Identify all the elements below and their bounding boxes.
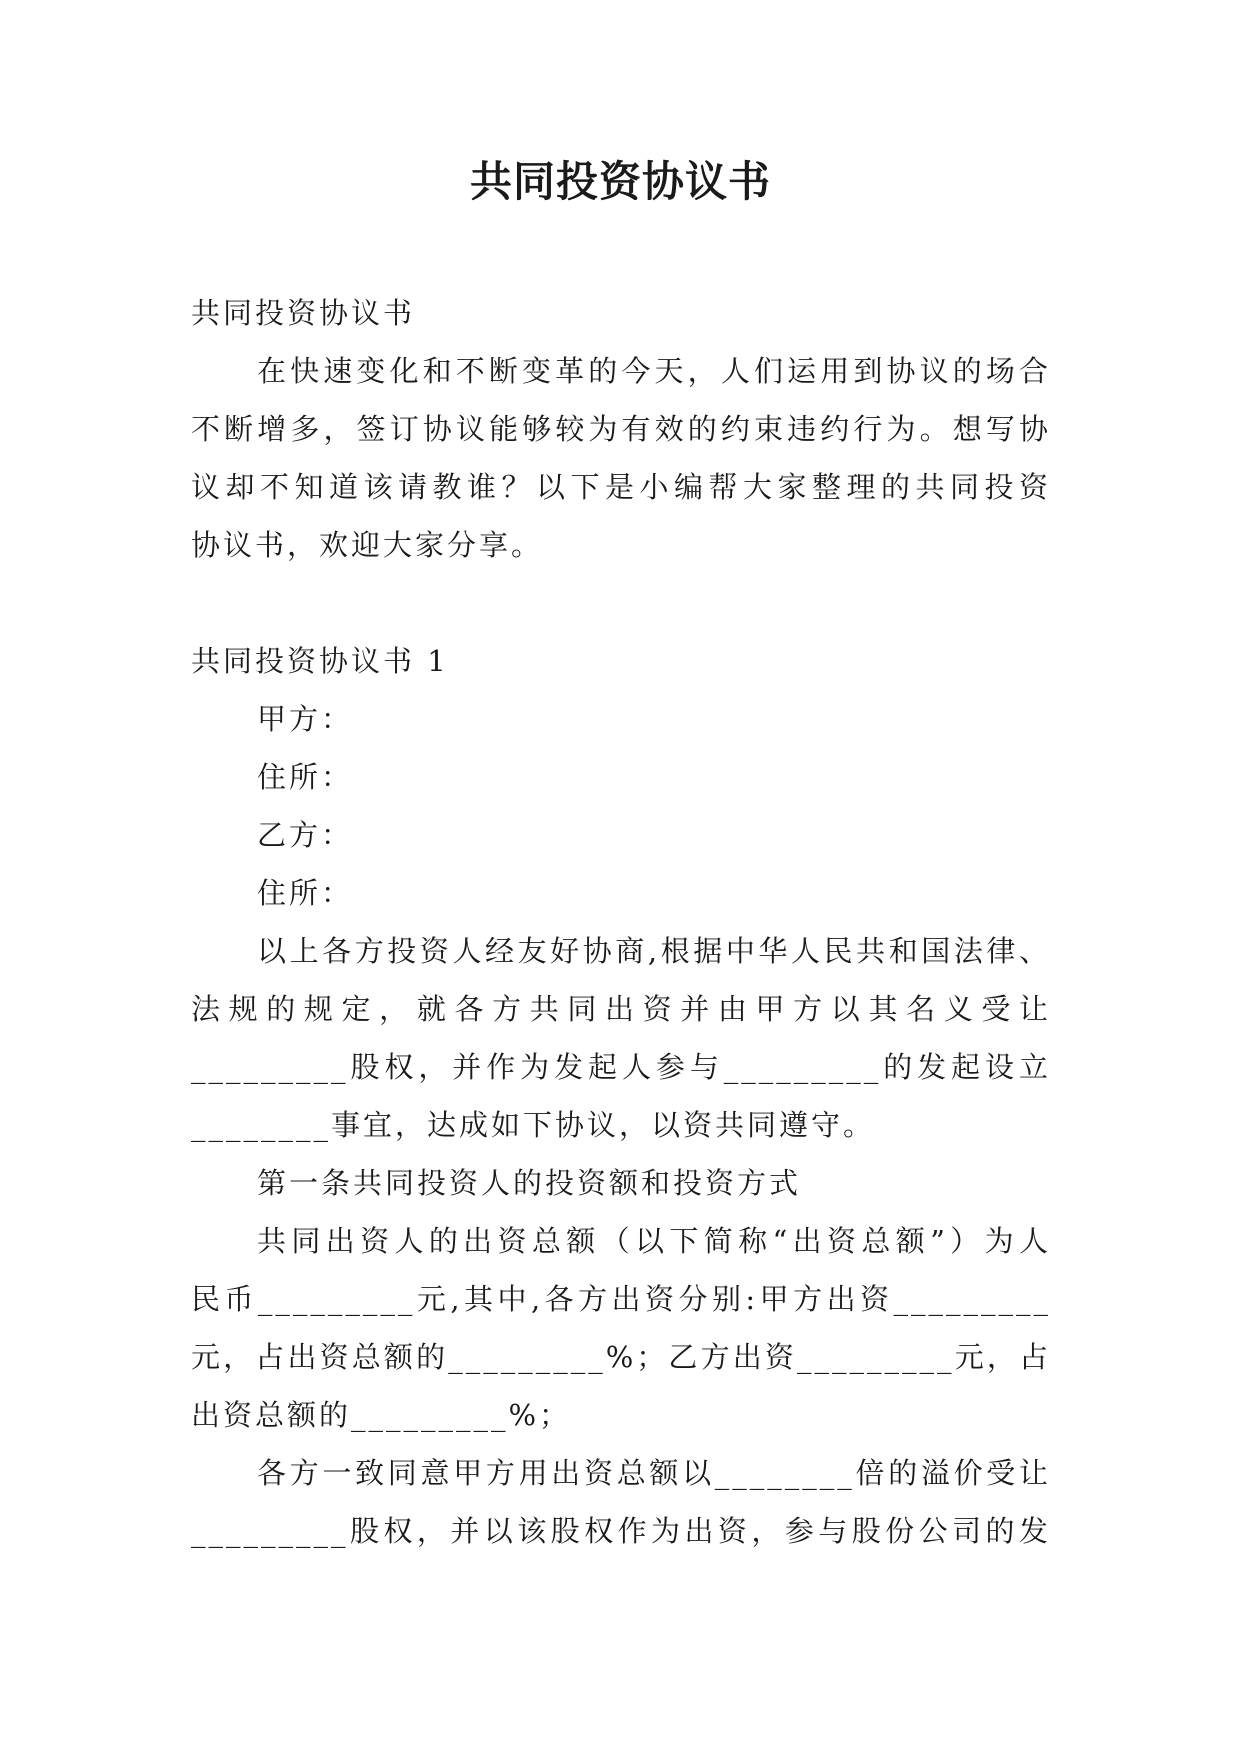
party-b-label: 乙方： — [257, 818, 354, 852]
paragraph-line: 元，占出资总额的_________%；乙方出资_________元，占 — [191, 1340, 1051, 1374]
paragraph-line: 议却不知道该请教谁？以下是小编帮大家整理的共同投资 — [191, 470, 1051, 504]
document-title: 共同投资协议书 — [469, 157, 771, 206]
section-heading: 共同投资协议书 1 — [191, 644, 449, 678]
document-body — [191, 284, 1051, 1560]
paragraph-line: 协议书，欢迎大家分享。 — [191, 528, 544, 562]
party-b-address-label: 住所： — [257, 876, 354, 910]
paragraph-line: 在快速变化和不断变革的今天，人们运用到协议的场合 — [257, 354, 1051, 388]
paragraph-line: 不断增多，签订协议能够较为有效的约束违约行为。想写协 — [191, 412, 1051, 446]
paragraph-line: 民币_________元,其中,各方出资分别:甲方出资_________ — [191, 1282, 1051, 1316]
paragraph-line: _________股权，并作为发起人参与_________的发起设立 — [191, 1050, 1051, 1084]
paragraph-line: 各方一致同意甲方用出资总额以________倍的溢价受让 — [257, 1456, 1051, 1490]
paragraph-line: 出资总额的_________%； — [191, 1398, 572, 1432]
section-heading: 共同投资协议书 — [191, 296, 416, 330]
party-a-address-label: 住所： — [257, 760, 354, 794]
paragraph-line: ________事宜，达成如下协议，以资共同遵守。 — [191, 1108, 876, 1142]
paragraph-line: 法规的规定，就各方共同出资并由甲方以其名义受让 — [191, 992, 1051, 1026]
paragraph-line: _________股权，并以该股权作为出资，参与股份公司的发 — [191, 1514, 1051, 1548]
paragraph-line: 共同出资人的出资总额（以下简称“出资总额”）为人 — [257, 1224, 1051, 1258]
article-heading: 第一条共同投资人的投资额和投资方式 — [257, 1166, 802, 1200]
paragraph-line: 以上各方投资人经友好协商,根据中华人民共和国法律、 — [257, 934, 1051, 968]
party-a-label: 甲方： — [257, 702, 354, 736]
